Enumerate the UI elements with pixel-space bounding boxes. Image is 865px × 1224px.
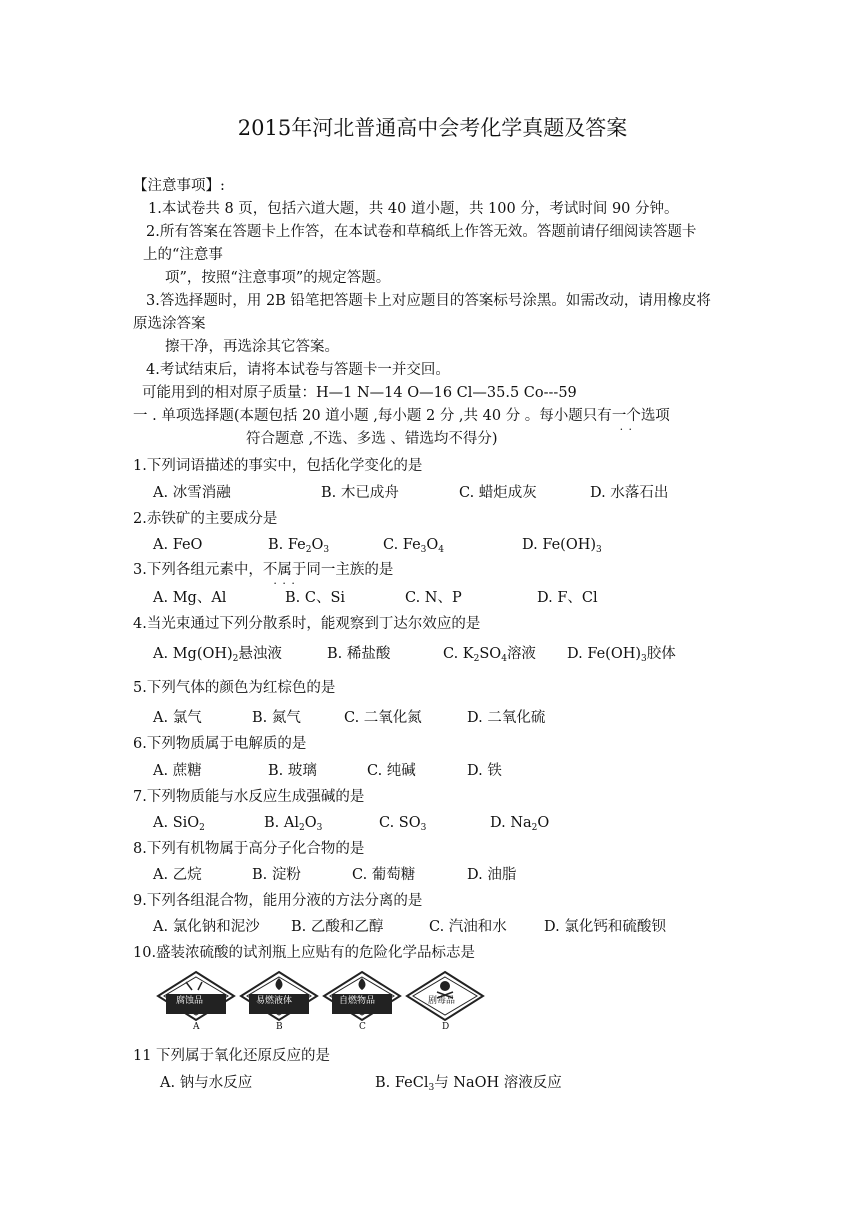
- section-1-heading-tail: 选项: [640, 408, 670, 424]
- sign-d-label: 剧毒品: [428, 996, 456, 1006]
- q7-option-d: [490, 816, 549, 831]
- q7-b-sub1: 2: [298, 823, 305, 833]
- q2-option-a: A. FeO: [153, 537, 203, 553]
- q11-b-text: B. FeCl: [375, 1075, 429, 1091]
- q2-option-b: [268, 538, 329, 553]
- q11-b-post: 与 NaOH 溶液反应: [434, 1075, 562, 1091]
- notice-item-3-line-1: 3.答选择题时，用 2B 铅笔把答题卡上对应题目的答案标号涂黑。如需改动，请用橡皮将: [146, 293, 711, 309]
- q2-option-c: [383, 538, 444, 553]
- atomic-mass-line: 可能用到的相对原子质量：H—1 N—14 O—16 Cl—35.5 Co---59: [142, 385, 577, 401]
- question-11-stem: 11 下列属于氧化还原反应的是: [133, 1048, 331, 1064]
- page-title: 2015年河北普通高中会考化学真题及答案: [237, 116, 628, 140]
- hazard-signs-figure: [152, 970, 486, 1034]
- q7-option-b: [264, 816, 322, 831]
- sign-a-letter: A: [193, 1022, 200, 1032]
- question-6-stem: 6.下列物质属于电解质的是: [133, 736, 307, 752]
- q9-option-c: C. 汽油和水: [429, 919, 507, 935]
- section-1-heading: [133, 409, 670, 424]
- q7-c-sub: 3: [420, 823, 427, 833]
- notice-item-3-line-3: 擦干净，再选涂其它答案。: [165, 339, 339, 355]
- q7-d-text: D. Na: [490, 815, 532, 831]
- q3-option-c: C. N、P: [405, 590, 462, 606]
- q7-option-c: [379, 816, 426, 831]
- q9-option-a: A. 氯化钠和泥沙: [153, 919, 260, 935]
- q7-c-text: C. SO: [379, 815, 421, 831]
- notice-item-1: 1.本试卷共 8 页，包括六道大题，共 40 道小题，共 100 分，考试时间 90 分钟。: [148, 201, 679, 217]
- sign-b-letter: B: [276, 1022, 283, 1032]
- q1-option-c: C. 蜡炬成灰: [459, 485, 537, 501]
- question-7-stem: 7.下列物质能与水反应生成强碱的是: [133, 789, 365, 805]
- q5-option-c: C. 二氧化氮: [344, 710, 422, 726]
- question-5-stem: 5.下列气体的颜色为红棕色的是: [133, 680, 336, 696]
- q2-c-text2: O: [426, 537, 439, 553]
- q11-option-a: A. 钠与水反应: [160, 1075, 253, 1091]
- q7-b-text: B. Al: [264, 815, 299, 831]
- q7-d-post: O: [537, 815, 550, 831]
- sign-d-letter: D: [442, 1022, 450, 1032]
- q9-option-b: B. 乙酸和乙醇: [291, 919, 384, 935]
- q9-option-d: D. 氯化钙和硫酸钡: [544, 919, 666, 935]
- question-3-stem: [133, 563, 393, 578]
- q7-b-sub2: 3: [316, 823, 323, 833]
- q8-option-d: D. 油脂: [467, 867, 517, 883]
- q7-b-text2: O: [304, 815, 317, 831]
- q2-c-text: C. Fe: [383, 537, 421, 553]
- q2-option-d: [522, 538, 602, 553]
- sign-a-label: 腐蚀品: [176, 996, 204, 1006]
- emphasis-not-belong: 不属于 · · ·: [263, 563, 307, 578]
- q11-b-sub: 3: [428, 1083, 435, 1093]
- sign-c-label: 自燃物品: [339, 996, 376, 1006]
- question-2-stem: 2.赤铁矿的主要成分是: [133, 511, 278, 527]
- q3-option-d: D. F、Cl: [537, 590, 598, 606]
- section-1-instruction: 符合题意 ,不选、多选 、错选均不得分): [246, 431, 498, 447]
- q4-a-text: A. Mg(OH): [153, 646, 233, 662]
- q4-c-text2: SO: [479, 646, 502, 662]
- q3-option-a: A. Mg、Al: [153, 590, 227, 606]
- q4-option-b: B. 稀盐酸: [327, 646, 391, 662]
- notice-item-2-line-3: 项”，按照“注意事项”的规定答题。: [165, 270, 391, 286]
- q11-option-b: [375, 1076, 562, 1091]
- q2-b-text: B. Fe: [268, 537, 306, 553]
- q2-d-sub1: 3: [596, 545, 602, 555]
- notice-heading: 【注意事项】:: [133, 178, 225, 194]
- q4-c-text: C. K: [443, 646, 474, 662]
- q4-a-sub: 2: [232, 654, 239, 664]
- question-1-stem: 1.下列词语描述的事实中，包括化学变化的是: [133, 458, 423, 474]
- q7-a-sub: 2: [199, 823, 205, 833]
- q7-a-text: A. SiO: [153, 815, 200, 831]
- q5-option-a: A. 氯气: [153, 710, 202, 726]
- q8-option-b: B. 淀粉: [252, 867, 301, 883]
- notice-item-4: 4.考试结束后，请将本试卷与答题卡一并交回。: [146, 362, 450, 378]
- q7-option-a: [153, 816, 205, 831]
- q1-option-a: A. 冰雪消融: [153, 485, 231, 501]
- q2-c-sub1: 3: [420, 545, 427, 555]
- section-1-heading-text: 一 . 单项选择题(本题包括 20 道小题 ,每小题 2 分 ,共 40 分 。每小题只有: [133, 408, 612, 424]
- q1-option-b: B. 木已成舟: [321, 485, 399, 501]
- q3-stem-b: 同一主族的是: [306, 562, 394, 578]
- q4-a-post: 悬浊液: [238, 646, 282, 662]
- q2-b-text2: O: [311, 537, 324, 553]
- q4-c-post: 溶液: [506, 646, 536, 662]
- question-8-stem: 8.下列有机物属于高分子化合物的是: [133, 841, 365, 857]
- q6-option-a: A. 蔗糖: [153, 763, 202, 779]
- q6-option-d: D. 铁: [467, 763, 502, 779]
- q5-option-b: B. 氮气: [252, 710, 301, 726]
- q3-stem-a: 3.下列各组元素中，: [133, 562, 263, 578]
- q6-option-c: C. 纯碱: [367, 763, 416, 779]
- q4-option-d: [567, 647, 676, 662]
- q2-c-sub2: 4: [438, 545, 445, 555]
- sign-b-label: 易燃液体: [256, 996, 293, 1006]
- sign-c-letter: C: [359, 1022, 366, 1032]
- notice-item-3-line-2: 原选涂答案: [133, 316, 206, 332]
- q8-option-a: A. 乙烷: [153, 867, 202, 883]
- q8-option-c: C. 葡萄糖: [352, 867, 416, 883]
- question-4-stem: 4.当光束通过下列分散系时，能观察到丁达尔效应的是: [133, 616, 481, 632]
- q4-c-sub2: 4: [501, 654, 507, 664]
- q1-option-d: D. 水落石出: [590, 485, 669, 501]
- q7-d-sub: 2: [531, 823, 538, 833]
- q4-d-post: 胶体: [646, 646, 676, 662]
- q4-option-a: [153, 647, 282, 662]
- q2-b-sub2: 3: [323, 545, 330, 555]
- q4-option-c: [443, 647, 536, 662]
- notice-item-2-line-1: 2.所有答案在答题卡上作答，在本试卷和草稿纸上作答无效。答题前请仔细阅读答题卡: [146, 224, 697, 240]
- question-10-stem: 10.盛装浓硫酸的试剂瓶上应贴有的危险化学品标志是: [133, 945, 476, 961]
- q2-b-sub1: 2: [305, 545, 312, 555]
- q4-d-text: D. Fe(OH): [567, 646, 642, 662]
- q6-option-b: B. 玻璃: [268, 763, 317, 779]
- q4-d-sub: 3: [641, 654, 647, 664]
- emphasis-one: 一个 · ·: [612, 409, 641, 424]
- q4-c-sub1: 2: [473, 654, 480, 664]
- q2-d-text: D. Fe(OH): [522, 537, 597, 553]
- notice-item-2-line-2: 上的“注意事: [143, 247, 223, 263]
- q5-option-d: D. 二氧化硫: [467, 710, 546, 726]
- question-9-stem: 9.下列各组混合物，能用分液的方法分离的是: [133, 893, 423, 909]
- q3-option-b: B. C、Si: [285, 590, 346, 606]
